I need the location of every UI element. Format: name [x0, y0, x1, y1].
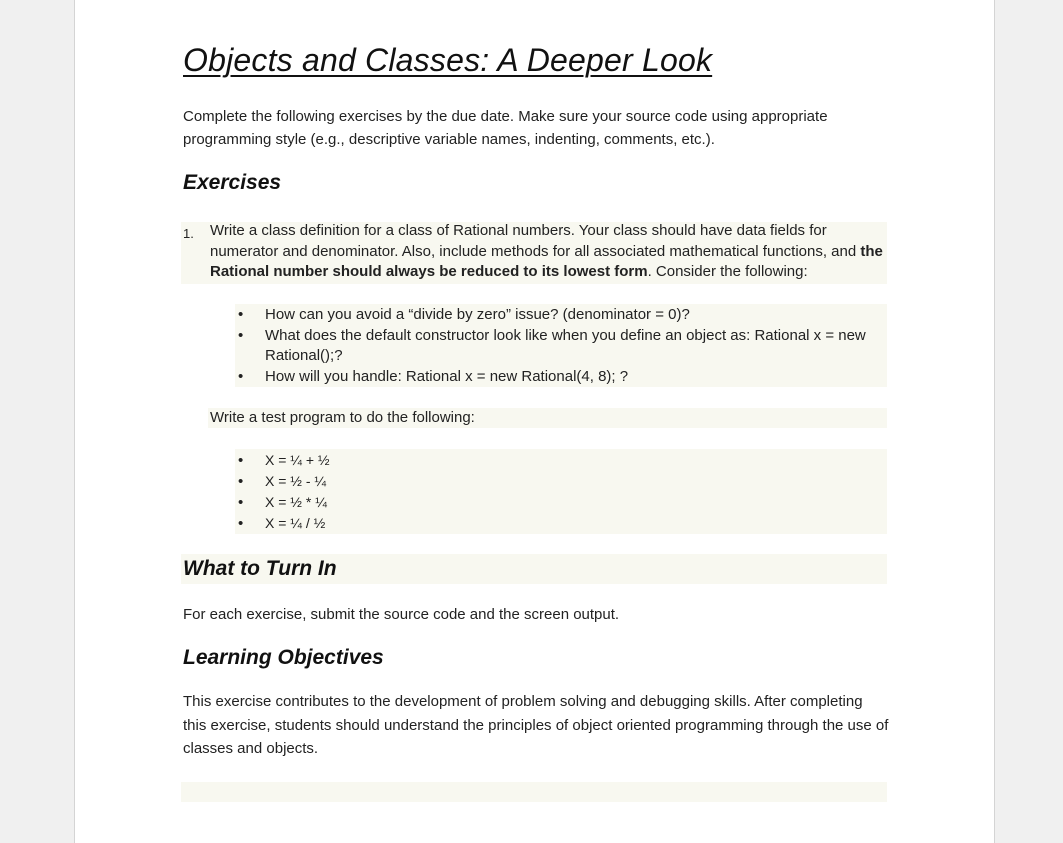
test-intro: Write a test program to do the following:	[210, 409, 475, 426]
exercise-1-text: Write a class definition for a class of Rational numbers. Your class should have data fields for numerator and denominator. Also, include methods for all associated mathematical functions, and the Rational number should always be reduced to its lowest form. Consider the following:	[210, 222, 883, 280]
empty-paragraph-shading	[181, 782, 887, 802]
considerations-list	[235, 305, 885, 387]
list-item: • X = ¼ + ½	[235, 450, 535, 471]
objectives-heading: Learning Objectives	[183, 646, 384, 669]
document-page	[74, 0, 995, 843]
objectives-text: This exercise contributes to the development of problem solving and debugging skills. After completing this exercise, students should understand the principles of object oriented programming through the use of classes and objects.	[183, 693, 889, 757]
list-item: • What does the default constructor look like when you define an object as: Rational x = new Rational();?	[235, 326, 885, 367]
list-item: • X = ½ - ¼	[235, 471, 535, 492]
list-item: • How can you avoid a “divide by zero” issue? (denominator = 0)?	[235, 305, 885, 326]
list-item: • X = ½ * ¼	[235, 492, 535, 513]
turn-in-text: For each exercise, submit the source code and the screen output.	[183, 606, 620, 623]
list-item: • X = ¼ / ½	[235, 513, 535, 534]
list-item: • How will you handle: Rational x = new Rational(4, 8); ?	[235, 367, 885, 388]
exercises-heading: Exercises	[183, 171, 282, 194]
exercise-1-number: 1.	[183, 226, 194, 241]
intro-paragraph: Complete the following exercises by the due date. Make sure your source code using appropriate programming style (e.g., descriptive variable names, indenting, comments, etc.).	[183, 108, 828, 148]
turn-in-heading: What to Turn In	[183, 557, 337, 580]
page-title: Objects and Classes: A Deeper Look	[183, 42, 713, 78]
tests-list	[235, 450, 535, 534]
